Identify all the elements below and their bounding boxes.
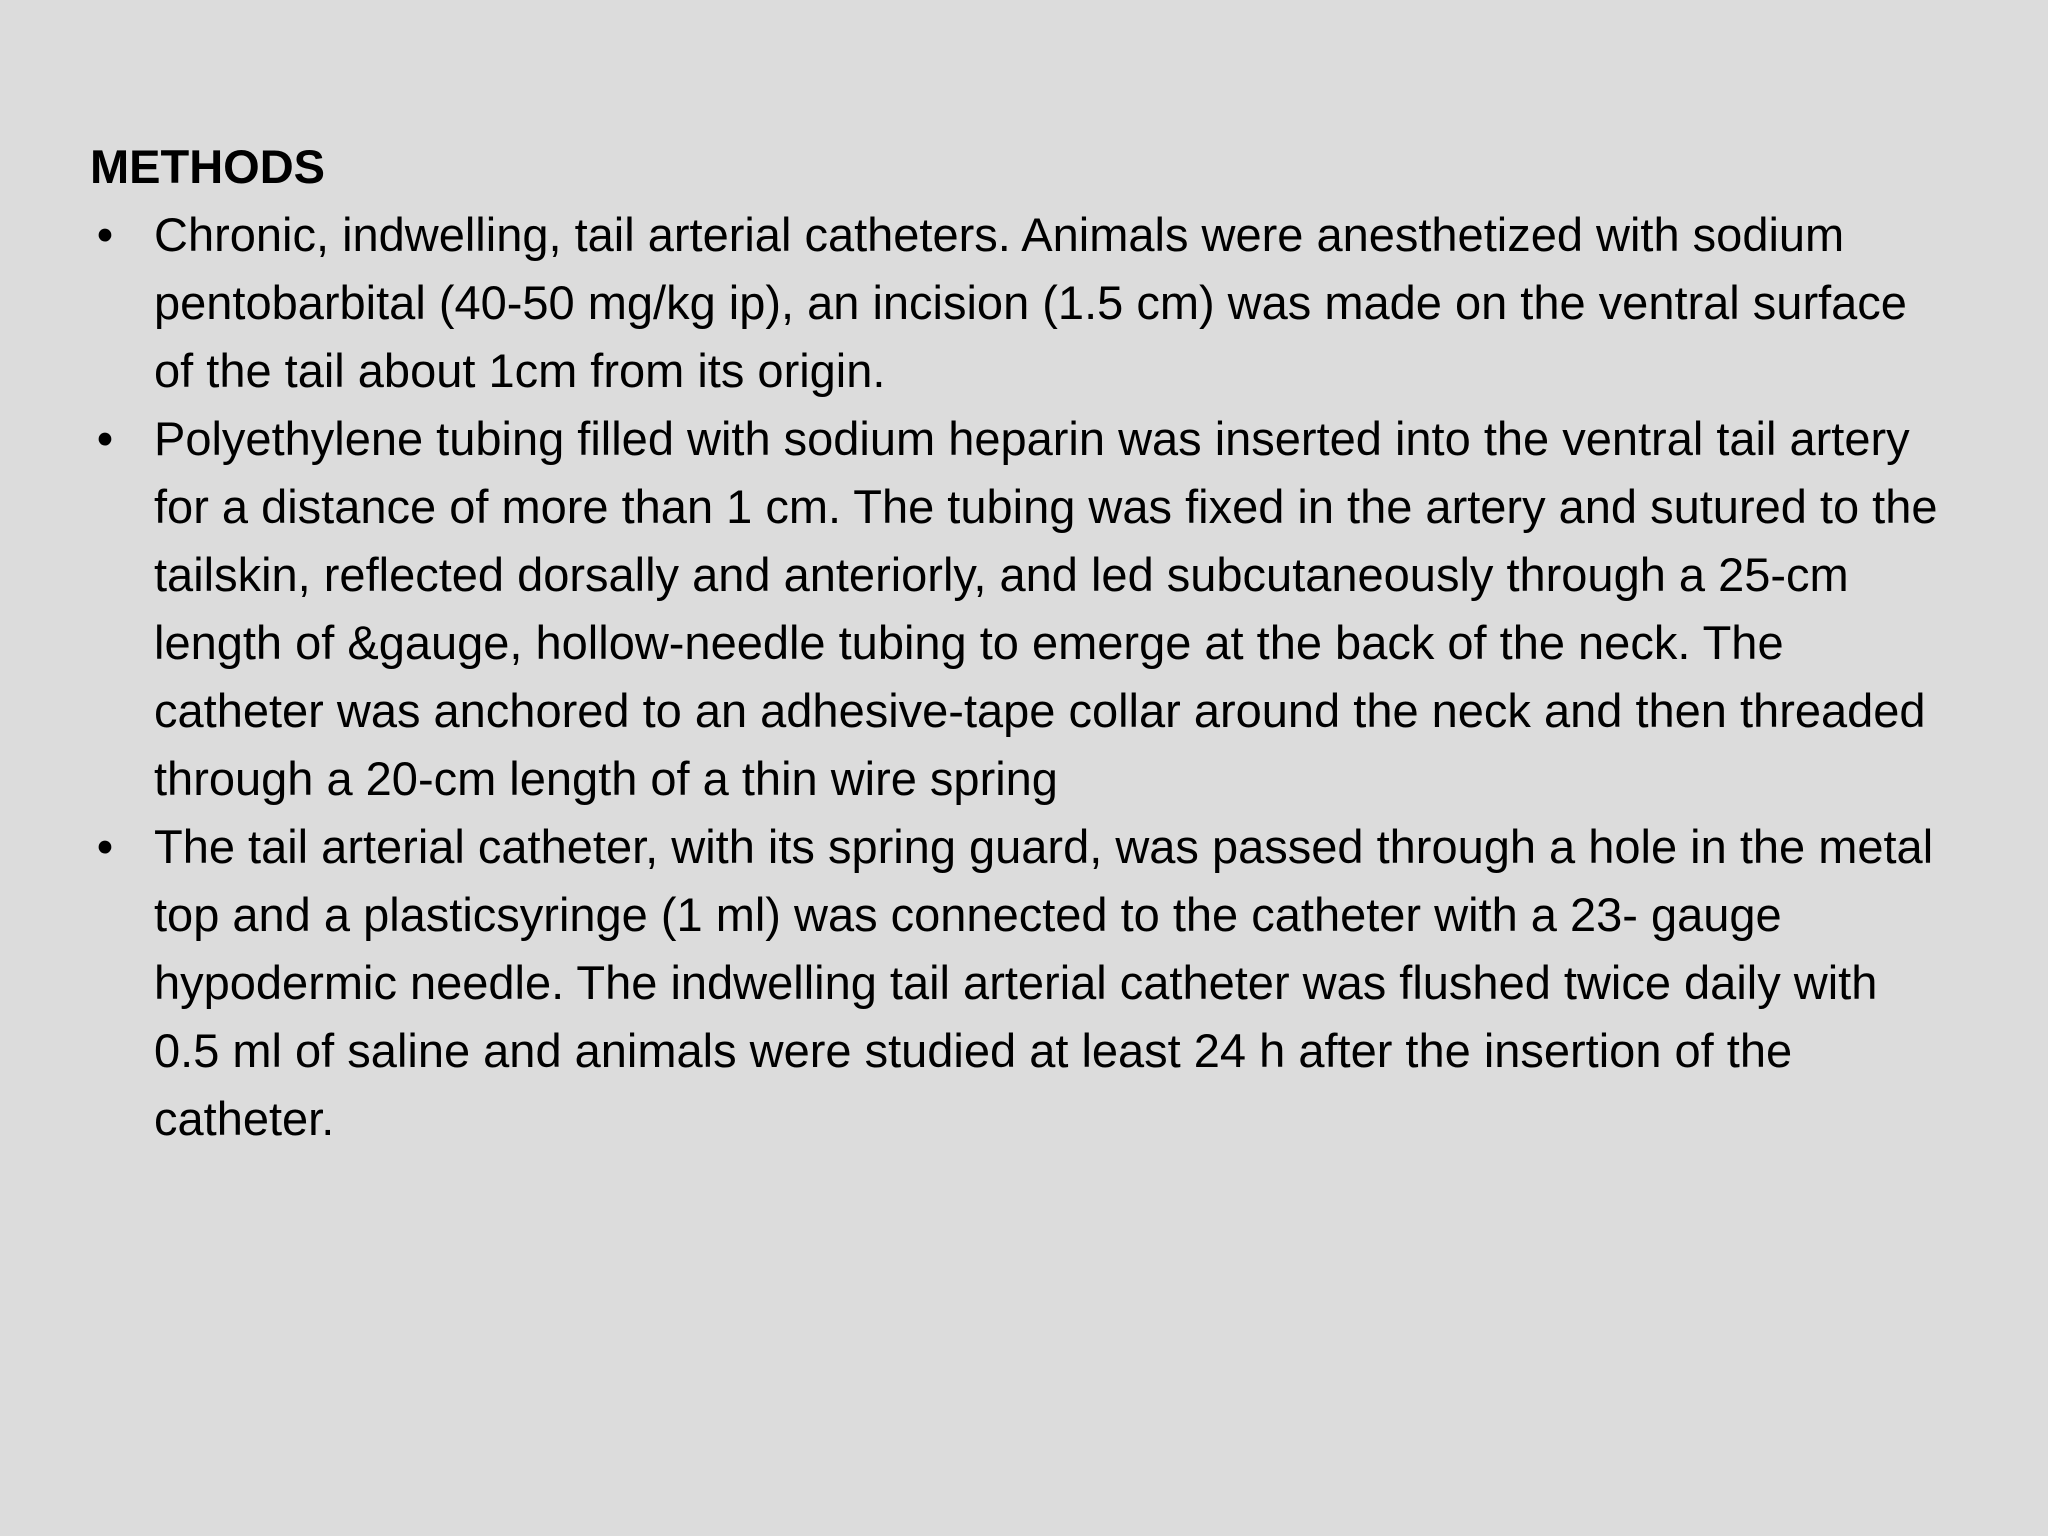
bullet-dot-icon: • bbox=[96, 208, 114, 261]
slide-heading: METHODS bbox=[90, 140, 325, 193]
bullet-item bbox=[90, 813, 1938, 1153]
bullet-item bbox=[90, 201, 1938, 405]
bullet-text: Chronic, indwelling, tail arterial catheters. Animals were anesthetized with sodium pentobarbital (40-50 mg/kg ip), an incision (1.5 cm) was made on the ventral surface of the tail about 1cm from its origin. bbox=[154, 208, 1907, 397]
bullet-text: Polyethylene tubing filled with sodium heparin was inserted into the ventral tail artery for a distance of more than 1 cm. The tubing was fixed in the artery and sutured to the tailskin, reflected dorsally and anteriorly, and led subcutaneously through a 25-cm length of &gauge, hollow-needle tubing to emerge at the back of the neck. The catheter was anchored to an adhesive-tape collar around the neck and then threaded through a 20-cm length of a thin wire spring bbox=[154, 412, 1938, 805]
bullet-dot-icon: • bbox=[96, 412, 114, 465]
bullet-list bbox=[90, 201, 1938, 1153]
bullet-item bbox=[90, 405, 1938, 813]
bullet-dot-icon: • bbox=[96, 820, 114, 873]
bullet-text: The tail arterial catheter, with its spring guard, was passed through a hole in the metal top and a plasticsyringe (1 ml) was connected to the catheter with a 23- gauge hypodermic needle. The indwelling tail arterial catheter was flushed twice daily with 0.5 ml of saline and animals were studied at least 24 h after the insertion of the catheter. bbox=[154, 820, 1934, 1145]
